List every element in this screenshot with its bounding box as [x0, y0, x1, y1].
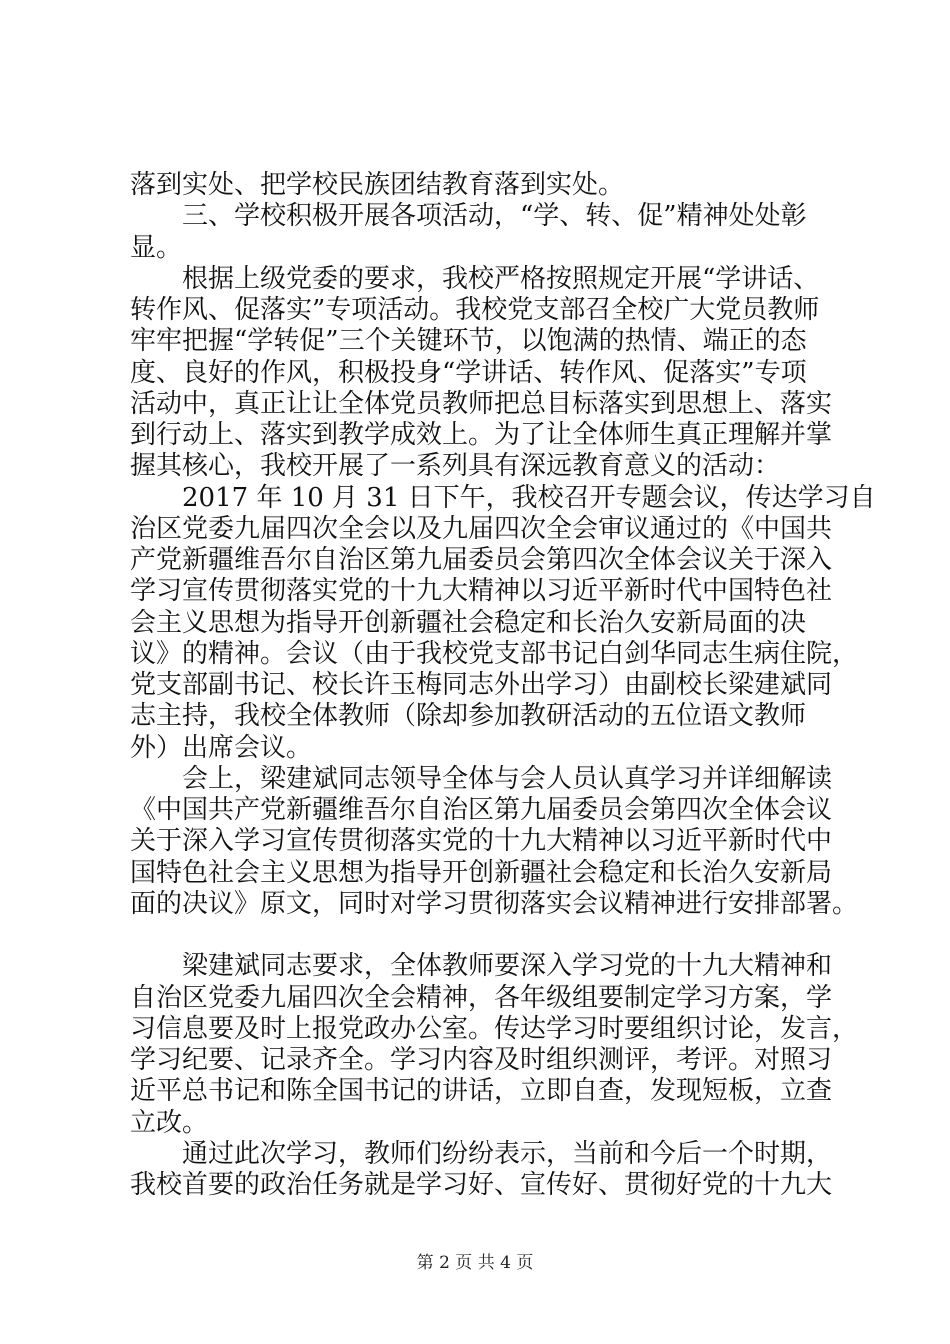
text-line: 议》的精神。会议（由于我校党支部书记白剑华同志生病住院， — [130, 638, 859, 669]
text-line: 党支部副书记、校长许玉梅同志外出学习）由副校长梁建斌同 — [130, 670, 833, 700]
text-line: 牢牢把握“学转促”三个关键环节，以饱满的热情、端正的态 — [130, 326, 807, 357]
text-line: 显。 — [130, 232, 183, 263]
text-line: 落到实处、把学校民族团结教育落到实处。 — [130, 170, 625, 200]
text-line: 近平总书记和陈全国书记的讲话，立即自查，发现短板，立查 — [130, 1076, 833, 1107]
text-line: 会主义思想为指导开创新疆社会稳定和长治久安新局面的决 — [130, 607, 807, 638]
text-line: 根据上级党委的要求，我校严格按照规定开展“学讲话、 — [130, 263, 820, 294]
text-line: 学习宣传贯彻落实党的十九大精神以习近平新时代中国特色社 — [130, 576, 833, 607]
text-line: 我校首要的政治任务就是学习好、宣传好、贯彻好党的十九大 — [130, 1170, 833, 1200]
text-line: 国特色社会主义思想为指导开创新疆社会稳定和长治久安新局 — [130, 857, 833, 888]
text-line: 2017 年 10 月 31 日下午，我校召开专题会议，传达学习自 — [130, 482, 876, 513]
text-line: 外）出席会议。 — [130, 732, 313, 763]
text-line: 立改。 — [130, 1107, 209, 1138]
text-line: 关于深入学习宣传贯彻落实党的十九大精神以习近平新时代中 — [130, 826, 833, 857]
text-line: 学习纪要、记录齐全。学习内容及时组织测评，考评。对照习 — [130, 1045, 833, 1075]
text-line: 习信息要及时上报党政办公室。传达学习时要组织讨论，发言， — [130, 1013, 859, 1044]
text-line: 梁建斌同志要求，全体教师要深入学习党的十九大精神和 — [130, 951, 833, 982]
text-line: 《中国共产党新疆维吾尔自治区第九届委员会第四次全体会议 — [130, 795, 833, 825]
text-line: 握其核心，我校开展了一系列具有深远教育意义的活动： — [130, 451, 781, 482]
text-line: 三、学校积极开展各项活动，“学、转、促”精神处处彰 — [130, 201, 807, 232]
text-line: 会上，梁建斌同志领导全体与会人员认真学习并详细解读 — [130, 763, 833, 794]
text-line: 到行动上、落实到教学成效上。为了让全体师生真正理解并掌 — [130, 420, 833, 450]
text-line: 自治区党委九届四次全会精神，各年级组要制定学习方案，学 — [130, 982, 833, 1013]
text-line: 治区党委九届四次全会以及九届四次全会审议通过的《中国共 — [130, 513, 833, 544]
text-line: 活动中，真正让让全体党员教师把总目标落实到思想上、落实 — [130, 388, 833, 419]
text-line: 通过此次学习，教师们纷纷表示，当前和今后一个时期， — [130, 1138, 833, 1169]
text-line: 转作风、促落实”专项活动。我校党支部召全校广大党员教师 — [130, 295, 820, 325]
text-line: 产党新疆维吾尔自治区第九届委员会第四次全体会议关于深入 — [130, 545, 833, 575]
text-line: 度、良好的作风，积极投身“学讲话、转作风、促落实”专项 — [130, 357, 807, 388]
text-line: 志主持，我校全体教师（除却参加教研活动的五位语文教师 — [130, 701, 807, 732]
text-line: 面的决议》原文，同时对学习贯彻落实会议精神进行安排部署。 — [130, 888, 859, 919]
page-number-footer: 第 2 页 共 4 页 — [416, 1253, 534, 1273]
